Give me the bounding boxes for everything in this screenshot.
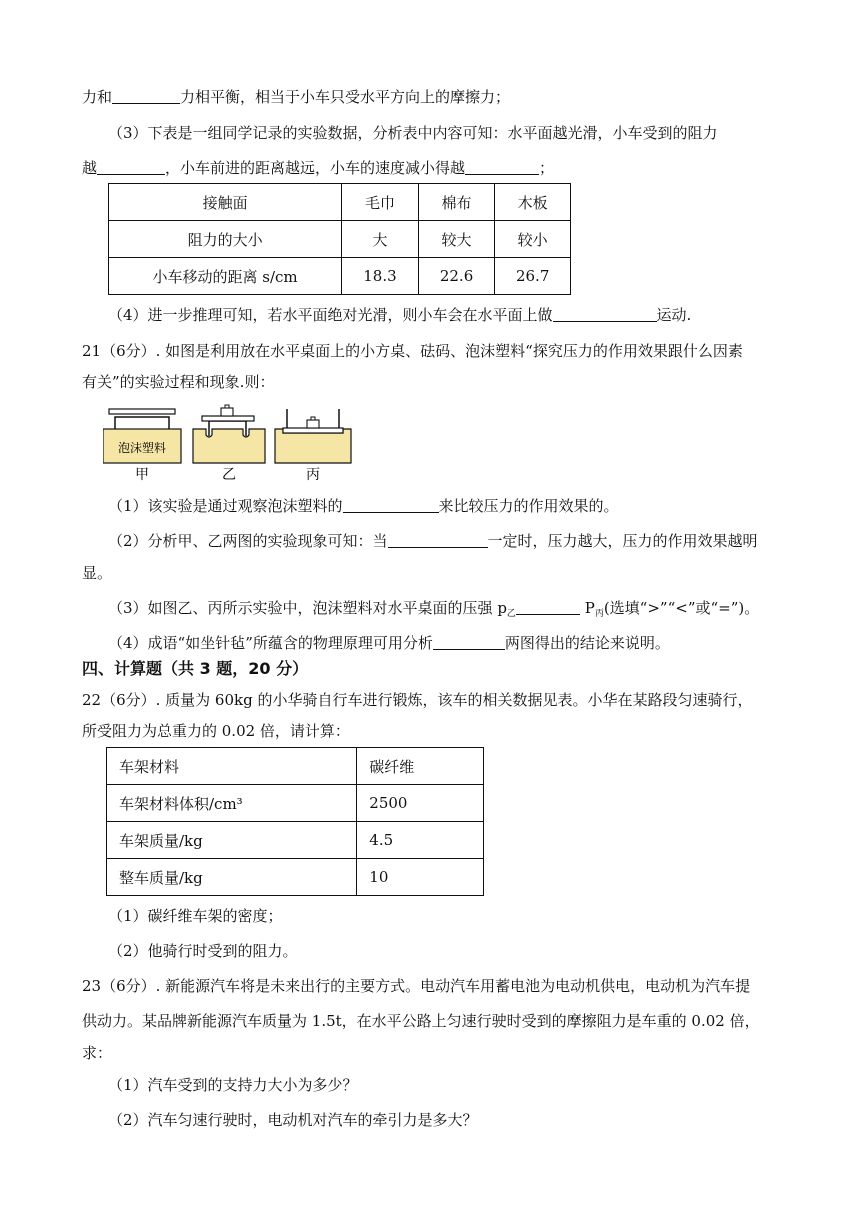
table-row [109,221,571,258]
friction-data-table [108,183,571,295]
text: P [584,599,595,617]
q3-line1: （3）下表是一组同学记录的实验数据，分析表中内容可知：水平面越光滑，小车受到的阻力 [108,124,718,142]
q22-line2: 所受阻力为总重力的 0.02 倍，请计算： [82,722,350,740]
table-cell: 碳纤维 [357,748,484,785]
q22-sub2: （2）他骑行时受到的阻力。 [108,942,298,960]
weight-knob-yi [225,405,229,408]
figure-label-yi: 乙 [222,467,236,483]
table-row [107,822,484,859]
text: （2）分析甲、乙两图的实验现象可知：当 [108,532,388,550]
table-cell: 2500 [357,785,484,822]
figure-label-bing: 丙 [306,467,320,483]
q23-line1: 23（6分）. 新能源汽车将是未来出行的主要方式。电动汽车用蓄电池为电动机供电，电动机为汽车提 [82,977,751,995]
q21-sub3 [108,598,759,624]
table-cell: 车架材料 [107,748,357,785]
q21-line1: 21（6分）. 如图是利用放在水平桌面上的小方桌、砝码、泡沫塑料“探究压力的作用效果跟什么因素 [82,342,743,360]
table-cell: 车架质量/kg [107,822,357,859]
text: 来比较压力的作用效果的。 [438,497,619,515]
q21-line2: 有关”的实验过程和现象.则： [82,373,275,391]
table-header-cell: 毛巾 [342,184,419,221]
weight-knob-bing [311,417,315,420]
answer-blank [516,599,580,615]
table-cell: 较大 [418,221,495,258]
answer-blank [97,159,165,175]
table-cell: 18.3 [342,258,419,295]
answer-blank [343,497,439,513]
table-header-cell: 木板 [495,184,571,221]
text: 越 [82,159,98,177]
inverted-table-top-bing [283,428,343,433]
table-cell: 22.6 [418,258,495,295]
subscript: 乙 [506,609,516,619]
q3-line2 [82,158,554,178]
table-cell: 小车移动的距离 s/cm [109,258,342,295]
foam-label: 泡沫塑料 [117,441,167,455]
weight-bing [307,420,319,428]
table-cell: 阻力的大小 [109,221,342,258]
table-legs-jia [115,417,169,429]
text: （1）该实验是通过观察泡沫塑料的 [108,497,343,515]
q21-sub2 [108,531,758,551]
text: 力相平衡，相当于小车只受水平方向上的摩擦力； [180,88,511,106]
table-row [107,859,484,896]
text: （4）成语“如坐针毡”所蕴含的物理原理可用分析 [108,634,433,652]
subscript: 丙 [594,609,604,619]
table-row [107,748,484,785]
q22-sub1: （1）碳纤维车架的密度； [108,907,283,925]
table-header-cell: 接触面 [109,184,342,221]
q23-sub2: （2）汽车匀速行驶时，电动机对汽车的牵引力是多大？ [108,1111,478,1129]
text: 力和 [82,88,113,106]
table-cell: 大 [342,221,419,258]
text: (选填“>”“<”或“=”)。 [603,599,760,617]
table-header-cell: 棉布 [418,184,495,221]
q21-sub4 [108,633,670,653]
table-row [109,258,571,295]
foam-pressure-figure [103,403,353,483]
text: （3）如图乙、丙所示实验中，泡沫塑料对水平桌面的压强 p [108,599,507,617]
q21-sub1 [108,496,619,516]
table-cell: 4.5 [357,822,484,859]
text: 一定时，压力越大，压力的作用效果越明 [487,532,758,550]
answer-blank [388,532,488,548]
q22-line1: 22（6分）. 质量为 60kg 的小华骑自行车进行锻炼，该车的相关数据见表。小华在某路段匀速骑行， [82,691,753,709]
figure-label-jia: 甲 [135,467,149,483]
text: 两图得出的结论来说明。 [504,634,670,652]
text: （4）进一步推理可知，若水平面绝对光滑，则小车会在水平面上做 [108,306,553,324]
table-row [107,785,484,822]
answer-blank [465,159,539,175]
weight-yi [221,408,233,416]
small-table-top-yi [202,416,254,421]
text: ； [539,159,555,177]
q4-line [108,305,691,325]
paragraph-line [82,87,510,107]
q21-sub2-cont: 显。 [82,564,113,582]
table-row [109,184,571,221]
section-heading: 四、计算题（共 3 题，20 分） [82,659,309,678]
text: 运动. [656,306,692,324]
small-table-top-jia [109,409,175,414]
table-cell: 26.7 [495,258,571,295]
table-cell: 10 [357,859,484,896]
table-cell: 车架材料体积/cm³ [107,785,357,822]
answer-blank [433,634,505,650]
q23-sub1: （1）汽车受到的支持力大小为多少？ [108,1076,358,1094]
foam-block-bing [275,429,351,463]
q23-line3: 求： [82,1044,113,1062]
table-cell: 整车质量/kg [107,859,357,896]
bicycle-data-table [106,747,484,896]
text: ，小车前进的距离越远，小车的速度减小得越 [165,159,466,177]
foam-block-yi [193,429,265,463]
answer-blank [112,88,180,104]
table-cell: 较小 [495,221,571,258]
answer-blank [553,306,657,322]
q23-line2: 供动力。某品牌新能源汽车质量为 1.5t，在水平公路上匀速行驶时受到的摩擦阻力是车重的 0.02 倍， [82,1012,760,1030]
